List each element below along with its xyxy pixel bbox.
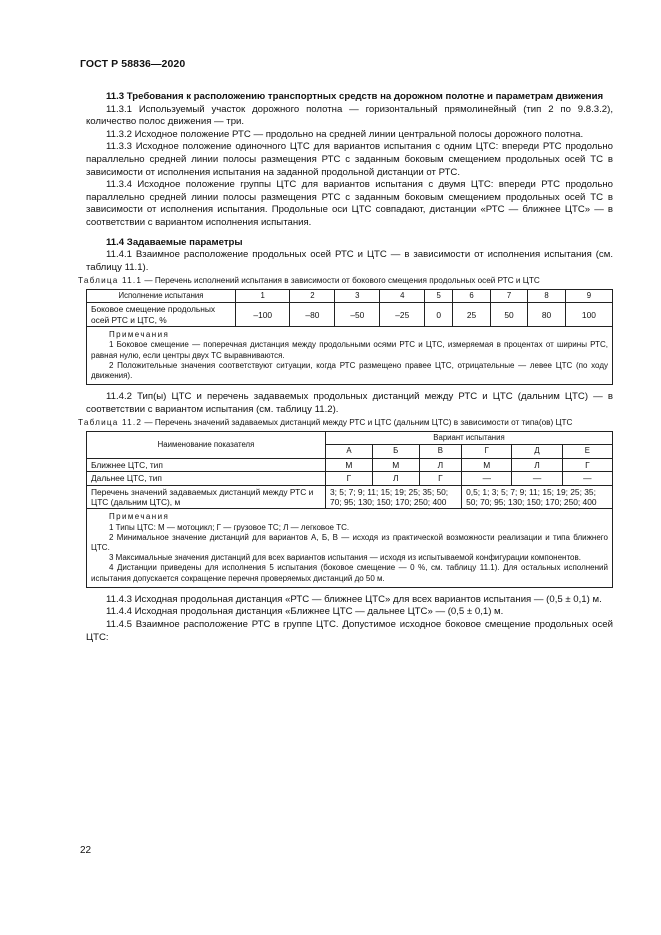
paragraph-11-3-2: 11.3.2 Исходное положение РТС — продольно на средней линии центральной полосы дорожного полотна. xyxy=(106,128,584,140)
table-11-2-caption xyxy=(78,418,613,429)
table-row xyxy=(87,472,613,485)
table-11-1-caption-lead: Таблица 11.1 xyxy=(78,276,143,286)
table-11-1-caption xyxy=(78,276,613,287)
table-11-2-dist-label: Перечень значений задаваемых дистанций между РТС и ЦТС (дальним ЦТС), м xyxy=(87,485,326,509)
paragraph-11-4-1: 11.4.1 Взаимное расположение продольных осей РТС и ЦТС — в зависимости от исполнения испытания (см. таблицу 11.1). xyxy=(86,249,613,273)
table-row xyxy=(87,458,613,471)
table-cell: — xyxy=(512,472,562,485)
table-cell: М xyxy=(326,458,373,471)
table-11-1-header-label: Исполнение испытания xyxy=(87,289,236,302)
paragraph-11-3-3: 11.3.3 Исходное положение одиночного ЦТС для вариантов испытания с одним ЦТС: впереди РТС продольно параллельно средней линии полосы размещения РТС с заданным боковым смещением продольных осей ТС в зависимости от исполнения испытания на заданной продольной дистанции от РТС. xyxy=(86,141,613,178)
table-11-2-col-name: Наименование показателя xyxy=(87,431,326,458)
table-11-2-variant-d: Д xyxy=(512,445,562,458)
paragraph-11-3-1: 11.3.1 Используемый участок дорожного полотна — горизонтальный прямолинейный (тип 2 по 9.8.3.2), количество полос движения — три. xyxy=(86,103,613,128)
table-11-2-dist-abc: 3; 5; 7; 9; 11; 15; 19; 25; 35; 50; 70; 95; 130; 150; 170; 250; 400 xyxy=(326,485,462,509)
page-content xyxy=(78,91,613,644)
table-cell: Л xyxy=(512,458,562,471)
table-11-2-note-4: 4 Дистанции приведены для исполнения 5 испытания (боковое смещение — 0 %, см. таблицу 11.1). Для остальных исполнений испытания допускается сокращение перечня проверяемых дистанций до 50 м. xyxy=(91,563,608,583)
table-11-1-col-2: 2 xyxy=(290,289,335,302)
table-11-2-variant-b: Б xyxy=(372,445,419,458)
table-cell: 50 xyxy=(490,303,528,327)
table-11-1-col-9: 9 xyxy=(565,289,612,302)
paragraph-11-4-5: 11.4.5 Взаимное расположение РТС в группе ЦТС. Допустимое исходное боковое смещение продольных осей ЦТС: xyxy=(86,618,613,643)
table-cell: Г xyxy=(419,472,461,485)
table-11-2-note-3: 3 Максимальные значения дистанций для всех вариантов испытания — исходя из испытываемой конфигурации компонентов. xyxy=(109,553,581,563)
table-cell: 100 xyxy=(565,303,612,327)
table-cell: М xyxy=(462,458,512,471)
table-cell: 25 xyxy=(453,303,491,327)
table-11-2-variant-v: В xyxy=(419,445,461,458)
table-11-1-notes xyxy=(87,327,613,385)
table-11-1-col-4: 4 xyxy=(380,289,425,302)
table-11-2 xyxy=(86,431,613,588)
table-11-1-row-label: Боковое смещение продольных осей РТС и ЦТС, % xyxy=(87,303,236,327)
table-11-2-row-label: Ближнее ЦТС, тип xyxy=(87,458,326,471)
table-row xyxy=(87,289,613,302)
table-11-2-notes-title: Примечания xyxy=(109,512,170,522)
table-11-1-col-3: 3 xyxy=(335,289,380,302)
paragraph-11-4-4: 11.4.4 Исходная продольная дистанция «Ближнее ЦТС — дальнее ЦТС» — (0,5 ± 0,1) м. xyxy=(106,606,504,618)
page-number: 22 xyxy=(80,845,92,856)
paragraph-11-3-4: 11.3.4 Исходное положение группы ЦТС для вариантов испытания с двумя ЦТС: впереди РТС продольно параллельно средней линии полосы размещения РТС с заданным боковым смещением продольных осей ТС в зависимости от исполнения испытания. Продольные оси ЦТС совпадают, дистанции «РТС — ближнее ЦТС» — в соответствии с вариантом исполнения испытания. xyxy=(86,179,613,228)
table-11-2-note-1: 1 Типы ЦТС: М — мотоцикл; Г — грузовое ТС; Л — легковое ТС. xyxy=(109,522,350,532)
table-11-1-col-5: 5 xyxy=(425,289,453,302)
table-11-2-variant-a: А xyxy=(326,445,373,458)
table-cell: –25 xyxy=(380,303,425,327)
table-cell: Л xyxy=(372,472,419,485)
table-11-2-row-label: Дальнее ЦТС, тип xyxy=(87,472,326,485)
section-11-4-title: 11.4 Задаваемые параметры xyxy=(106,236,243,248)
document-header: ГОСТ Р 58836—2020 xyxy=(80,58,186,70)
table-cell: Г xyxy=(562,458,612,471)
table-11-2-caption-text: — Перечень значений задаваемых дистанций между РТС и ЦТС (дальним ЦТС) в зависимости от типа(ов) ЦТС xyxy=(142,418,573,428)
table-cell: — xyxy=(562,472,612,485)
section-11-3-title: 11.3 Требования к расположению транспортных средств на дорожном полотне и параметрам движения xyxy=(106,91,604,102)
table-cell: –100 xyxy=(236,303,290,327)
table-cell: Л xyxy=(419,458,461,471)
table-11-1-col-7: 7 xyxy=(490,289,528,302)
table-11-2-notes xyxy=(87,509,613,587)
table-11-1-col-6: 6 xyxy=(453,289,491,302)
table-row xyxy=(87,509,613,587)
table-cell: 0 xyxy=(425,303,453,327)
table-cell: Г xyxy=(326,472,373,485)
table-11-2-caption-lead: Таблица 11.2 xyxy=(78,418,143,428)
table-11-2-variant-e: Е xyxy=(562,445,612,458)
table-11-1-note-2: 2 Положительные значения соответствуют ситуации, когда РТС размещено правее ЦТС, отрицательные — левее ЦТС (по ходу движения). xyxy=(91,360,608,380)
table-11-1-notes-title: Примечания xyxy=(109,330,170,340)
table-cell: — xyxy=(462,472,512,485)
table-11-2-dist-def: 0,5; 1; 3; 5; 7; 9; 11; 15; 19; 25; 35; 50; 70; 95; 130; 150; 170; 250; 400 xyxy=(462,485,613,509)
table-row xyxy=(87,327,613,385)
paragraph-11-4-3: 11.4.3 Исходная продольная дистанция «РТС — ближнее ЦТС» для всех вариантов испытания — (0,5 ± 0,1) м. xyxy=(106,593,602,605)
table-11-1 xyxy=(86,289,613,385)
table-cell: –50 xyxy=(335,303,380,327)
paragraph-11-4-2: 11.4.2 Тип(ы) ЦТС и перечень задаваемых продольных дистанций между РТС и ЦТС (дальним ЦТС) — в соответствии с вариантом испытания (см. таблицу 11.2). xyxy=(86,391,613,415)
table-row xyxy=(87,431,613,444)
table-11-2-note-2: 2 Минимальное значение дистанций для вариантов А, Б, В — исходя из практической возможности реализации и типа ближнего ЦТС. xyxy=(91,532,608,552)
table-11-1-caption-text: — Перечень исполнений испытания в зависимости от бокового смещения продольных осей РТС и ЦТС xyxy=(142,276,540,286)
table-11-2-col-group: Вариант испытания xyxy=(326,431,613,444)
table-cell: –80 xyxy=(290,303,335,327)
table-cell: 80 xyxy=(528,303,566,327)
table-row xyxy=(87,303,613,327)
table-11-1-col-8: 8 xyxy=(528,289,566,302)
table-11-1-note-1: 1 Боковое смещение — поперечная дистанция между продольными осями РТС и ЦТС, измеряемая в процентах от ширины РТС, равная нулю, если центры двух ТС выравниваются. xyxy=(91,340,608,360)
table-11-2-variant-g: Г xyxy=(462,445,512,458)
table-row xyxy=(87,485,613,509)
table-11-1-col-1: 1 xyxy=(236,289,290,302)
table-cell: М xyxy=(372,458,419,471)
